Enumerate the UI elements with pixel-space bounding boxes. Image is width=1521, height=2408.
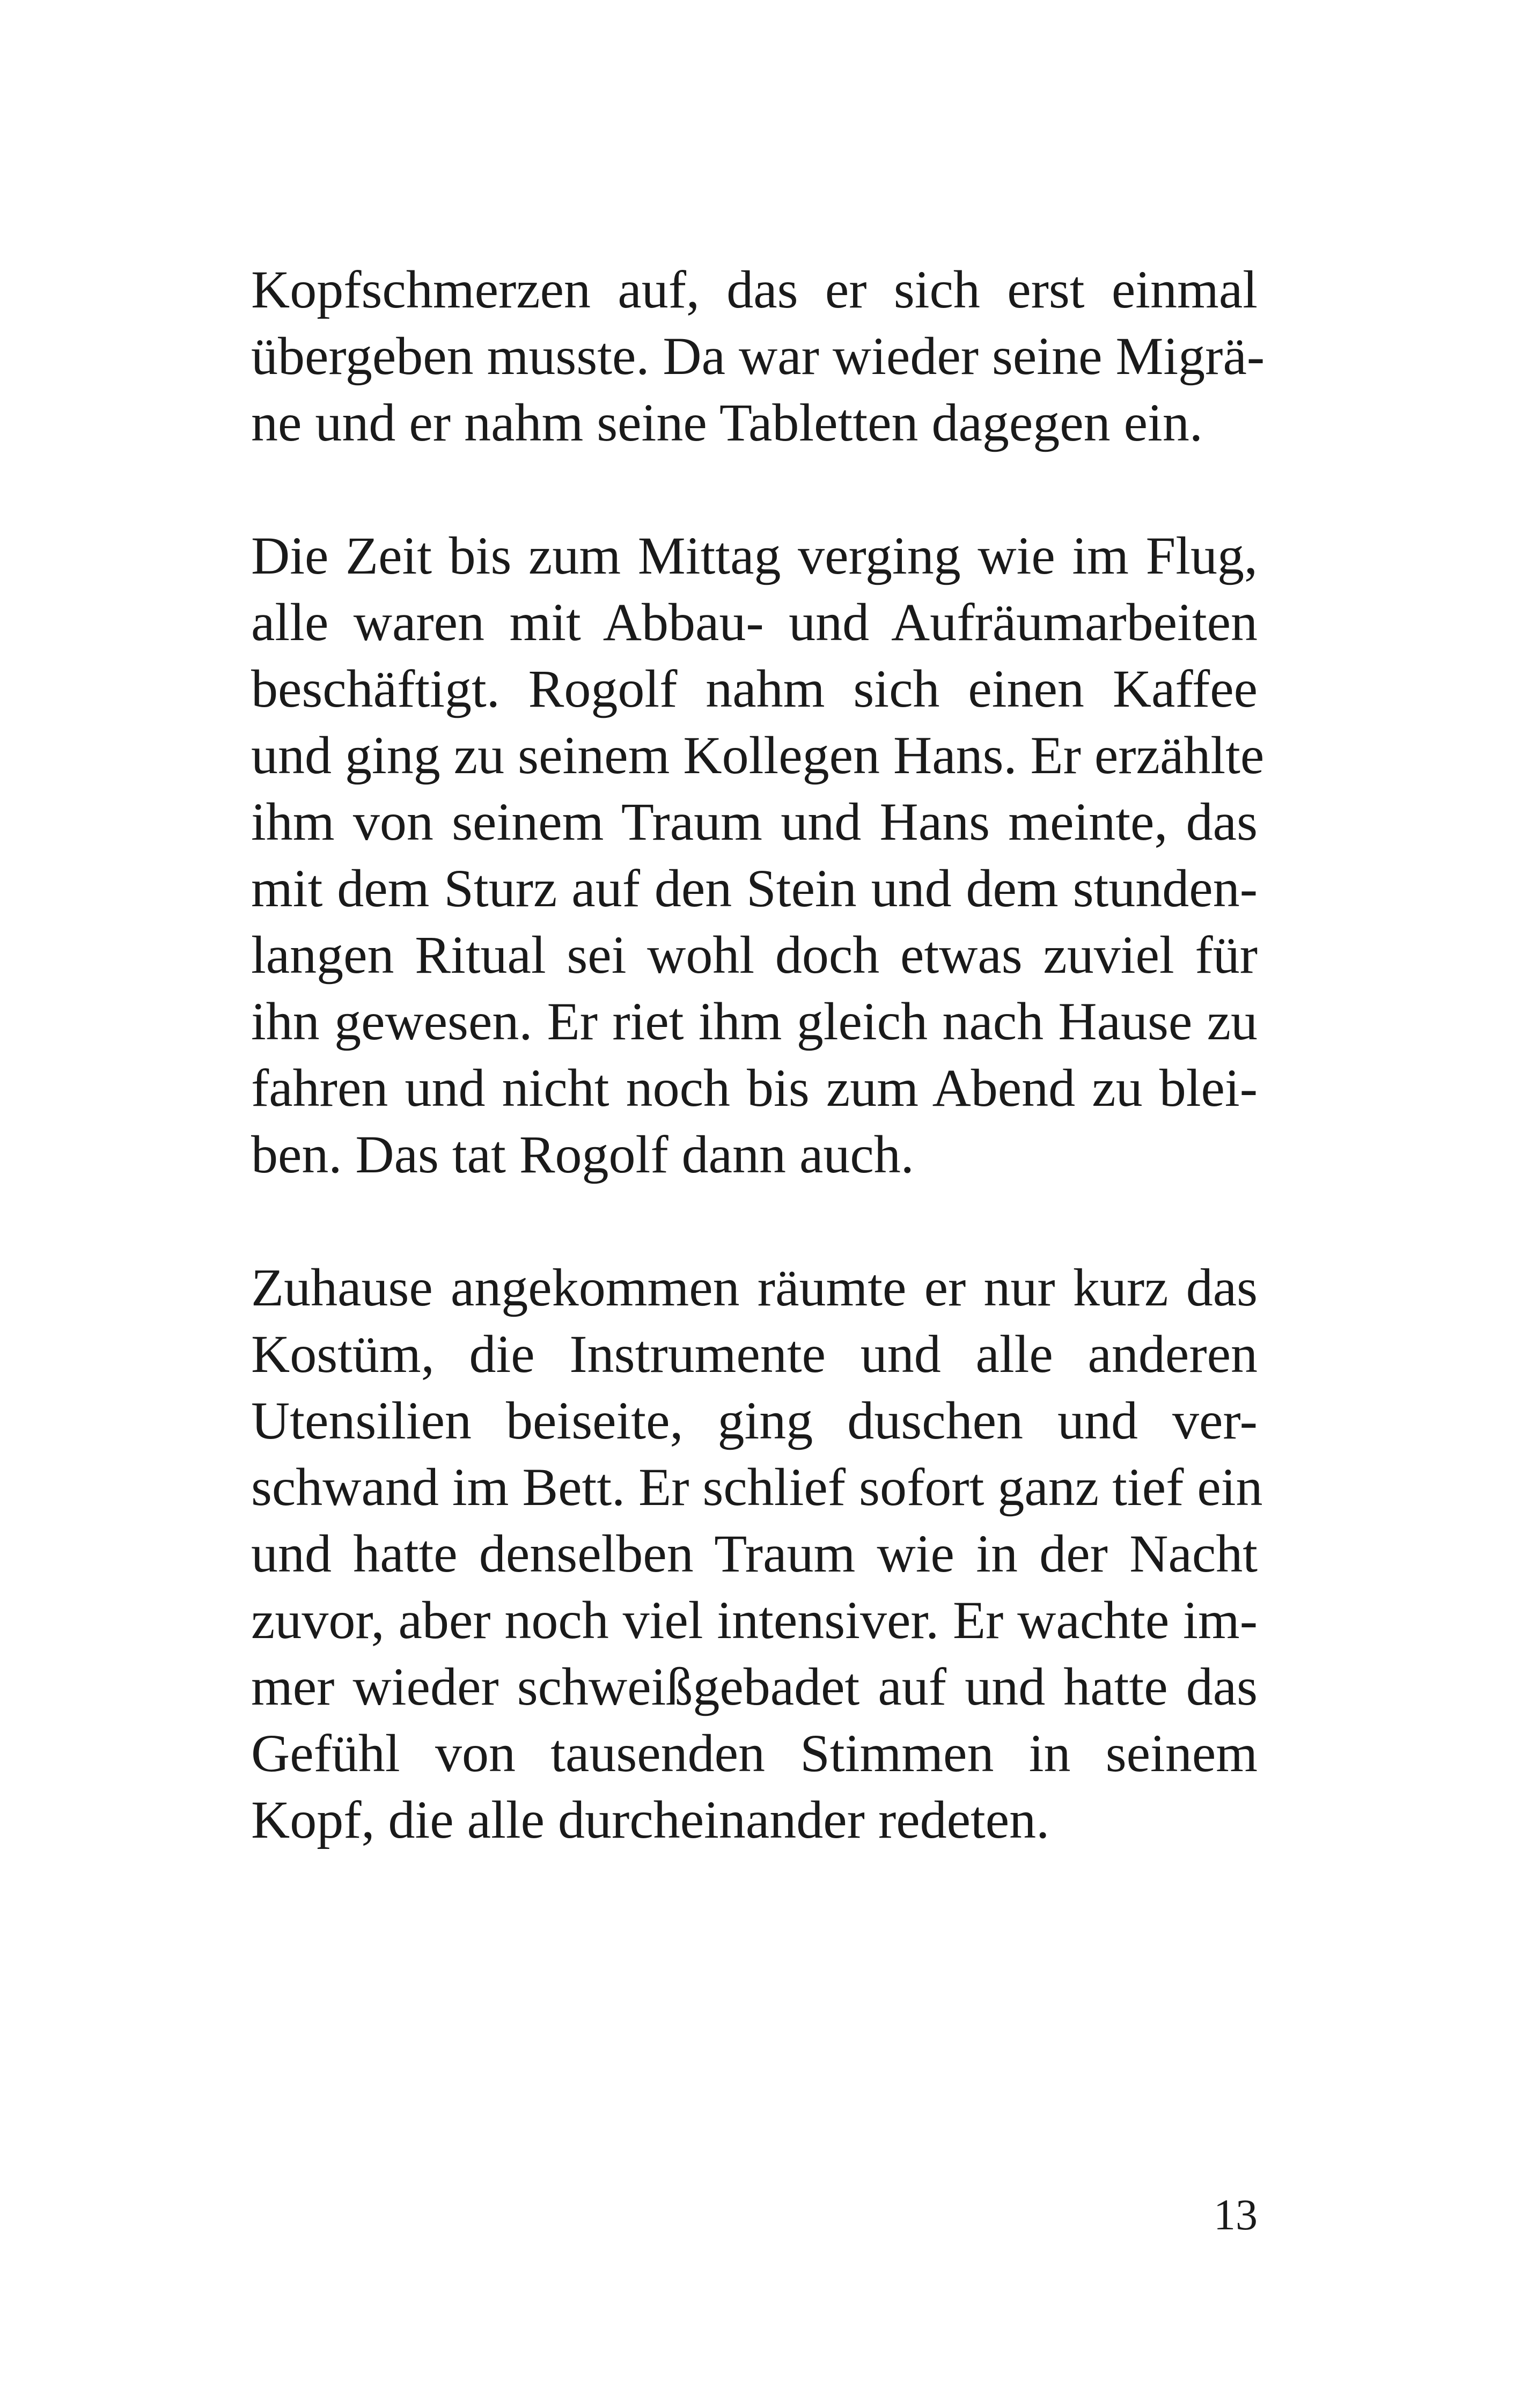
text-line: und hatte denselben Traum wie in der Nacht — [251, 1524, 1258, 1583]
text-line: beschäftigt. Rogolf nahm sich einen Kaffee — [251, 659, 1258, 718]
paragraph-1 — [251, 256, 1265, 456]
text-line: ihn gewesen. Er riet ihm gleich nach Hause zu — [251, 992, 1258, 1051]
paragraph-2 — [251, 523, 1265, 1188]
text-line: alle waren mit Abbau- und Aufräumarbeiten — [251, 592, 1258, 652]
text-line: ihm von seinem Traum und Hans meinte, das — [251, 792, 1258, 851]
text-line: mit dem Sturz auf den Stein und dem stunden- — [251, 858, 1258, 918]
text-line: ne und er nahm seine Tabletten dagegen ein. — [251, 393, 1203, 452]
text-line: zuvor, aber noch viel intensiver. Er wachte im- — [251, 1590, 1258, 1650]
body-text — [251, 256, 1265, 1853]
text-line: langen Ritual sei wohl doch etwas zuviel für — [251, 925, 1258, 985]
text-line: Gefühl von tausenden Stimmen in seinem — [251, 1723, 1258, 1783]
text-line: fahren und nicht noch bis zum Abend zu blei- — [251, 1058, 1258, 1118]
text-line: mer wieder schweißgebadet auf und hatte das — [251, 1657, 1258, 1716]
text-line: Kopfschmerzen auf, das er sich erst einmal — [251, 260, 1258, 319]
paragraph-3 — [251, 1254, 1263, 1853]
text-line: übergeben musste. Da war wieder seine Migrä- — [251, 326, 1265, 386]
text-line: ben. Das tat Rogolf dann auch. — [251, 1125, 914, 1184]
text-line: und ging zu seinem Kollegen Hans. Er erzählte — [251, 725, 1265, 785]
text-line: Kostüm, die Instrumente und alle anderen — [251, 1324, 1258, 1384]
text-line: Utensilien beiseite, ging duschen und ver- — [251, 1391, 1258, 1450]
text-line: Kopf, die alle durcheinander redeten. — [251, 1790, 1050, 1849]
page-number: 13 — [1214, 2190, 1258, 2239]
text-line: Zuhause angekommen räumte er nur kurz das — [251, 1258, 1258, 1317]
text-line: Die Zeit bis zum Mittag verging wie im Flug, — [251, 526, 1258, 585]
text-line: schwand im Bett. Er schlief sofort ganz tief ein — [251, 1457, 1263, 1517]
